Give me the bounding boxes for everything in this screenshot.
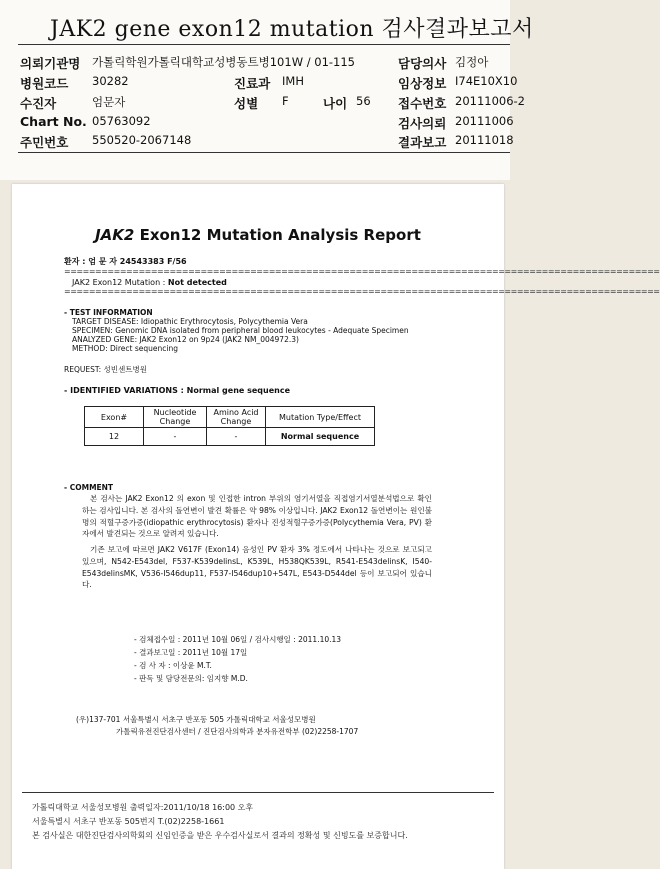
header-top-rule (18, 44, 510, 45)
field-value-resident-no: 550520-2067148 (92, 133, 192, 147)
header-row-1 (0, 54, 510, 72)
table-cell: Normal sequence (266, 428, 375, 446)
field-value-hospital-code: 30282 (92, 74, 129, 88)
date-line: - 검체접수일 : 2011년 10월 06일 / 검사시행일 : 2011.10.13 (134, 635, 342, 644)
field-value-report-date: 20111018 (455, 133, 514, 147)
table-cell: 12 (85, 428, 144, 446)
analyzed-gene: ANALYZED GENE: JAK2 Exon12 on 9p24 (JAK2 NM_004972.3) (72, 335, 299, 344)
identified-variations-heading: - IDENTIFIED VARIATIONS : Normal gene sequence (64, 386, 291, 395)
report-title: JAK2 gene exon12 mutation 검사결과보고서 (50, 17, 534, 42)
field-value-receipt-no: 20111006-2 (455, 94, 525, 108)
lab-address-2: 가톨릭유전진단검사센터 / 진단검사의학과 분자유전학부 (02)2258-1707 (116, 727, 359, 736)
table-header-cell: Exon# (85, 407, 144, 428)
field-value-doctor: 김정아 (455, 55, 489, 69)
field-label-resident-no: 주민번호 (20, 135, 69, 150)
field-value-patient: 엄문자 (92, 95, 126, 109)
target-disease: TARGET DISEASE: Idiopathic Erythrocytosis, Polycythemia Vera (72, 317, 308, 326)
field-label-sex: 성별 (234, 96, 259, 111)
analysis-report-title (12, 226, 504, 244)
field-value-department: IMH (282, 74, 304, 88)
patient-line: 환자 : 엄 문 자 24543383 F/56 (64, 257, 187, 266)
header-row-5 (0, 133, 514, 151)
field-value-request-date: 20111006 (455, 114, 514, 128)
table-header-cell: Mutation Type/Effect (266, 407, 375, 428)
scanned-report-page (12, 184, 660, 869)
report-header (0, 0, 534, 180)
field-label-patient: 수진자 (20, 96, 57, 111)
date-line: - 결과보고일 : 2011년 10월 17일 (134, 648, 248, 657)
table-header-cell: Nucleotide Change (144, 407, 207, 428)
result-label: JAK2 Exon12 Mutation : (72, 278, 168, 287)
result-line (72, 278, 227, 287)
dash-line-bottom: ================================================================================================ (64, 287, 660, 296)
field-label-age: 나이 (323, 96, 348, 111)
footer-certification: 본 검사실은 대한진단검사의학회의 신임인증을 받은 우수검사실로서 결과의 정확성 및 신빙도를 보증합니다. (32, 831, 408, 840)
lab-address-1: (우)137-701 서울특별시 서초구 반포동 505 가톨릭대학교 서울성모병원 (76, 715, 316, 724)
field-label-receipt-no: 접수번호 (398, 96, 447, 111)
field-value-institution: 가톨릭학원가톨릭대학교성병동트병101W / 01-115 (92, 55, 355, 69)
dash-line-top: ================================================================================================ (64, 267, 660, 276)
result-value: Not detected (167, 278, 227, 287)
field-label-institution: 의뢰기관명 (20, 56, 81, 71)
date-line: - 검 사 자 : 이상윤 M.T. (134, 661, 212, 670)
field-label-doctor: 담당의사 (398, 56, 447, 71)
report-title-rest: Exon12 Mutation Analysis Report (134, 226, 421, 244)
table-row (85, 428, 375, 446)
table-header-cell: Amino Acid Change (207, 407, 266, 428)
header-row-3 (0, 94, 525, 112)
field-label-hospital-code: 병원코드 (20, 76, 69, 91)
field-value-sex: F (282, 94, 289, 108)
field-value-chart-no: 05763092 (92, 114, 151, 128)
comment-paragraph-1: 본 검사는 JAK2 Exon12 의 exon 및 인접한 intron 부위의 염기서열을 직접염기서열분석법으로 확인하는 검사입니다. 본 검사의 돌연변이 발견 확률은 약 98% 이상입니다. JAK2 Exon12 돌연변이는 원인불명의 적혈구증가증(idiopathic erythrocytosis) 환자나 진성적혈구증가증(Polycythemia Vera, PV) 환자에서 발견되는 것으로 알려져 있습니다. (82, 494, 432, 539)
comment-heading: - COMMENT (64, 483, 114, 492)
footer-address: 서울특별시 서초구 반포동 505번지 T.(02)2258-1661 (32, 817, 225, 826)
footer-print-info: 가톨릭대학교 서울성모병원 출력일자:2011/10/18 16:00 오후 (32, 803, 254, 812)
table-header-row (85, 407, 375, 428)
field-label-chart-no: Chart No. (20, 114, 87, 129)
header-bottom-rule (18, 152, 510, 153)
test-info-heading: - TEST INFORMATION (64, 308, 153, 317)
comment-paragraph-2: 기존 보고에 따르면 JAK2 V617F (Exon14) 음성인 PV 환자 3% 정도에서 나타나는 것으로 보고되고 있으며, N542-E543del, F537-K539delinsL, K539L, H538QK539L, R541-E543delinsK, I540-E543delinsMK, V536-I546dup11, F537-I546dup10+547L, E543-D544del 등이 보고되어 있습니다. (82, 545, 432, 590)
field-label-department: 진료과 (234, 76, 271, 91)
field-label-clinical-info: 임상정보 (398, 76, 447, 91)
table-cell: - (207, 428, 266, 446)
footer-rule (22, 792, 494, 793)
field-label-report-date: 결과보고 (398, 135, 447, 150)
variations-table (84, 406, 375, 446)
specimen: SPECIMEN: Genomic DNA isolated from peripheral blood leukocytes - Adequate Specimen (72, 326, 409, 335)
date-line: - 판독 및 담당전문의: 임지향 M.D. (134, 674, 248, 683)
header-row-4 (0, 114, 514, 132)
request-line: REQUEST: 성빈센트병원 (64, 365, 147, 374)
report-title-gene: JAK2 (95, 226, 135, 244)
header-row-2 (0, 74, 518, 92)
field-value-clinical-info: I74E10X10 (455, 74, 518, 88)
field-value-age: 56 (356, 94, 371, 108)
method: METHOD: Direct sequencing (72, 344, 178, 353)
table-cell: - (144, 428, 207, 446)
field-label-request-date: 검사의뢰 (398, 116, 447, 131)
